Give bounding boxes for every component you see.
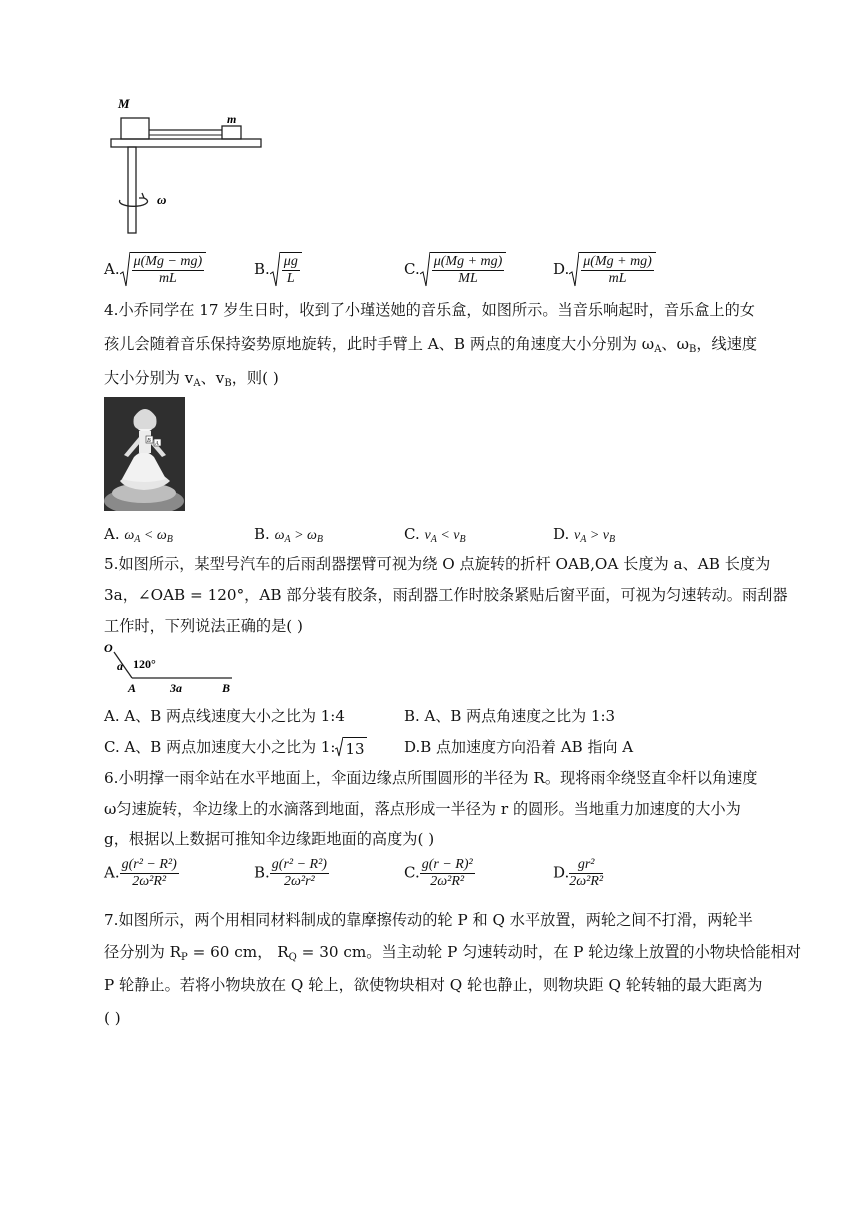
q5-option-d[interactable]: D.B 点加速度方向沿着 AB 指向 A <box>404 738 634 756</box>
q7-line-3: P 轮静止。若将小物块放在 Q 轮上，欲使物块相对 Q 轮也静止，则物块距 Q 轮转轴的最大距离为 <box>104 976 763 994</box>
q6-line-1: 6.小明撑一雨伞站在水平地面上，伞面边缘点所围圆形的半径为 R。现将雨伞绕竖直伞杆以角速度 <box>104 769 758 787</box>
q5-line-2: 3a，∠OAB = 120°，AB 部分装有胶条，雨刮器工作时胶条紧贴后窗平面，可视为匀速转动。雨刮器 <box>104 586 788 604</box>
wiper-label-a: a <box>117 659 123 673</box>
q6-option-a[interactable]: A. $\frac{\text{g(r² − R²)}}{\text{2ω²R²}}$ <box>104 857 177 889</box>
q4-option-c[interactable]: C. $v_A < v_B$ <box>404 525 466 545</box>
svg-text:A: A <box>155 441 159 447</box>
q7-line-2: 径分别为 $R_P = 60$ cm， $R_Q = 30$ cm。当主动轮 P 匀速转动时，在 P 轮边缘上放置的小物块恰能相对 <box>104 943 801 963</box>
svg-text:B: B <box>147 438 151 444</box>
q3-option-a[interactable]: A. $\frac{\mu(Mg - mg)}{mL}$ <box>104 252 206 288</box>
q6-option-b[interactable]: B. $\frac{\text{g(r² − R²)}}{\text{2ω²r²}}$ <box>254 857 327 889</box>
wiper-label-angle: 120° <box>133 657 156 671</box>
q5-option-c[interactable]: C. A、B 两点加速度大小之比为 1: 13 <box>104 738 365 758</box>
label-omega: ω <box>157 192 167 207</box>
q4-line-3: 大小分别为 $v_A$、$v_B$，则( ) <box>104 369 279 389</box>
wiper-figure <box>104 642 244 698</box>
turntable-figure <box>104 96 274 246</box>
q5-line-1: 5.如图所示，某型号汽车的后雨刮器摆臂可视为绕 O 点旋转的折杆 OAB,OA 长度为 a、AB 长度为 <box>104 555 771 573</box>
q4-option-b[interactable]: B. $\omega_A > \omega_B$ <box>254 525 324 545</box>
q3-option-d[interactable]: D. $\frac{\mu(Mg + mg)}{mL}$ <box>553 252 656 288</box>
q6-option-c[interactable]: C. $\frac{\text{g(r − R)²}}{\text{2ω²R²}}$ <box>404 857 473 889</box>
wiper-label-3a: 3a <box>170 681 182 695</box>
music-box-photo <box>104 397 185 511</box>
q7-line-1: 7.如图所示，两个用相同材料制成的靠摩擦传动的轮 P 和 Q 水平放置，两轮之间不打滑，两轮半 <box>104 911 753 929</box>
q6-line-2: ω匀速旋转，伞边缘上的水滴落到地面，落点形成一半径为 r 的圆形。当地重力加速度的大小为 <box>104 800 741 818</box>
label-m: m <box>227 112 237 126</box>
q4-option-d[interactable]: D. $v_A > v_B$ <box>553 525 616 545</box>
q5-line-3: 工作时，下列说法正确的是( ) <box>104 617 303 635</box>
q3-option-c[interactable]: C. $\frac{\mu(Mg + mg)}{ML}$ <box>404 252 506 288</box>
wiper-label-O: O <box>104 642 113 655</box>
q3-option-b[interactable]: B. $\frac{\mu g}{L}$ <box>254 252 302 288</box>
q5-option-b[interactable]: B. A、B 两点角速度之比为 1:3 <box>404 707 616 725</box>
q4-option-a[interactable]: A. $\omega_A < \omega_B$ <box>104 525 173 545</box>
q4-line-1: 4.小乔同学在 17 岁生日时，收到了小瑾送她的音乐盒，如图所示。当音乐响起时，音乐盒上的女 <box>104 301 755 319</box>
q5-option-a[interactable]: A. A、B 两点线速度大小之比为 1:4 <box>104 707 345 725</box>
wiper-label-B: B <box>222 681 231 695</box>
q6-line-3: g，根据以上数据可推知伞边缘距地面的高度为( ) <box>104 830 435 848</box>
label-M: M <box>118 96 130 111</box>
q6-option-d[interactable]: D. $\frac{\text{gr²}}{\text{2ω²R²}}$ <box>553 857 604 889</box>
wiper-label-A: A <box>128 681 137 695</box>
q7-line-4: ( ) <box>104 1009 121 1027</box>
q4-line-2: 孩儿会随着音乐保持姿势原地旋转，此时手臂上 A、B 两点的角速度大小分别为 $\omega_A$、$\omega_B$，线速度 <box>104 335 758 355</box>
